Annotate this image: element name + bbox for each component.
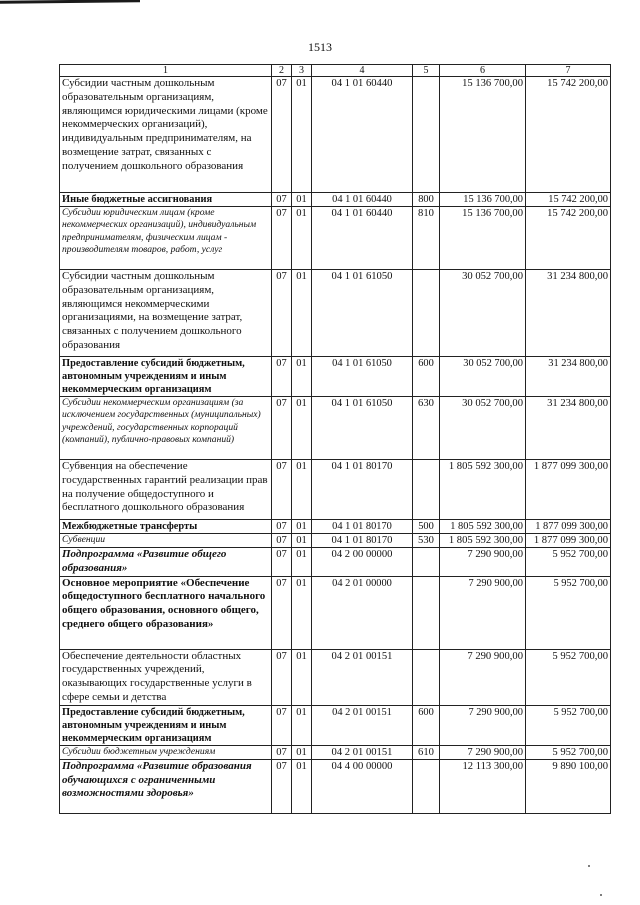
row-amount-2: 15 742 200,00 xyxy=(526,207,611,270)
row-section: 07 xyxy=(272,745,292,759)
scan-speck xyxy=(600,894,602,896)
row-amount-2: 1 877 099 300,00 xyxy=(526,460,611,520)
row-expense-type: 600 xyxy=(413,705,440,745)
row-amount-2: 31 234 800,00 xyxy=(526,270,611,357)
row-expense-type xyxy=(413,460,440,520)
row-target-article: 04 1 01 60440 xyxy=(312,207,413,270)
row-target-article: 04 1 01 80170 xyxy=(312,520,413,534)
row-subsection: 01 xyxy=(292,534,312,548)
row-amount-2: 15 742 200,00 xyxy=(526,77,611,193)
row-amount-2: 1 877 099 300,00 xyxy=(526,520,611,534)
column-header: 5 xyxy=(413,65,440,77)
row-amount-1: 1 805 592 300,00 xyxy=(440,460,526,520)
row-subsection: 01 xyxy=(292,649,312,705)
column-header: 6 xyxy=(440,65,526,77)
row-amount-1: 7 290 900,00 xyxy=(440,576,526,649)
table-row xyxy=(60,705,611,745)
row-name: Основное мероприятие «Обеспечение общедоступного бесплатного начального общего образования, основного общего, среднего общего образования» xyxy=(60,576,272,649)
row-amount-1: 30 052 700,00 xyxy=(440,397,526,460)
row-amount-2: 1 877 099 300,00 xyxy=(526,534,611,548)
table-row xyxy=(60,77,611,193)
row-section: 07 xyxy=(272,193,292,207)
row-section: 07 xyxy=(272,270,292,357)
page-number: 1513 xyxy=(308,40,332,54)
row-target-article: 04 1 01 61050 xyxy=(312,270,413,357)
row-expense-type xyxy=(413,649,440,705)
table-row xyxy=(60,745,611,759)
row-subsection: 01 xyxy=(292,705,312,745)
table-row xyxy=(60,397,611,460)
budget-table xyxy=(59,64,611,814)
row-target-article: 04 1 01 80170 xyxy=(312,534,413,548)
row-name: Субсидии некоммерческим организациям (за исключением государственных (муниципальных) учреждений, государственных корпораций (компаний), публично-правовых компаний) xyxy=(60,397,272,460)
row-amount-2: 31 234 800,00 xyxy=(526,357,611,397)
row-name: Подпрограмма «Развитие общего образования» xyxy=(60,548,272,577)
row-section: 07 xyxy=(272,534,292,548)
row-section: 07 xyxy=(272,548,292,577)
table-row xyxy=(60,548,611,577)
row-section: 07 xyxy=(272,520,292,534)
row-expense-type: 530 xyxy=(413,534,440,548)
row-amount-1: 15 136 700,00 xyxy=(440,77,526,193)
row-target-article: 04 1 01 60440 xyxy=(312,77,413,193)
column-header: 3 xyxy=(292,65,312,77)
row-subsection: 01 xyxy=(292,270,312,357)
row-name: Субвенция на обеспечение государственных гарантий реализации прав на получение общедоступного и бесплатного дошкольного образования xyxy=(60,460,272,520)
row-expense-type: 500 xyxy=(413,520,440,534)
row-amount-2: 5 952 700,00 xyxy=(526,705,611,745)
table-row xyxy=(60,534,611,548)
row-section: 07 xyxy=(272,649,292,705)
table-row xyxy=(60,576,611,649)
row-name: Обеспечение деятельности областных государственных учреждений, оказывающих государственные услуги в сфере семьи и детства xyxy=(60,649,272,705)
row-amount-1: 15 136 700,00 xyxy=(440,207,526,270)
row-expense-type xyxy=(413,576,440,649)
row-expense-type: 600 xyxy=(413,357,440,397)
row-expense-type: 610 xyxy=(413,745,440,759)
column-header: 7 xyxy=(526,65,611,77)
row-amount-1: 12 113 300,00 xyxy=(440,759,526,813)
row-name: Субсидии частным дошкольным образовательным организациям, являющимся юридическими лицами (кроме некоммерческих организаций), индивидуальным предпринимателям, на возмещение затрат, связанных с получением дошкольного образования xyxy=(60,77,272,193)
row-name: Субвенции xyxy=(60,534,272,548)
row-target-article: 04 1 01 80170 xyxy=(312,460,413,520)
table-row xyxy=(60,193,611,207)
row-section: 07 xyxy=(272,207,292,270)
row-target-article: 04 1 01 61050 xyxy=(312,397,413,460)
row-expense-type: 800 xyxy=(413,193,440,207)
row-section: 07 xyxy=(272,77,292,193)
table-row xyxy=(60,520,611,534)
table-header-row xyxy=(60,65,611,77)
table-row xyxy=(60,270,611,357)
row-target-article: 04 4 00 00000 xyxy=(312,759,413,813)
row-section: 07 xyxy=(272,576,292,649)
row-section: 07 xyxy=(272,705,292,745)
row-amount-2: 5 952 700,00 xyxy=(526,745,611,759)
row-amount-1: 15 136 700,00 xyxy=(440,193,526,207)
row-amount-1: 7 290 900,00 xyxy=(440,705,526,745)
row-target-article: 04 2 01 00151 xyxy=(312,705,413,745)
row-amount-1: 1 805 592 300,00 xyxy=(440,520,526,534)
row-amount-2: 9 890 100,00 xyxy=(526,759,611,813)
row-target-article: 04 1 01 60440 xyxy=(312,193,413,207)
row-amount-2: 5 952 700,00 xyxy=(526,576,611,649)
row-amount-1: 7 290 900,00 xyxy=(440,745,526,759)
table-row xyxy=(60,460,611,520)
row-subsection: 01 xyxy=(292,745,312,759)
row-name: Субсидии бюджетным учреждениям xyxy=(60,745,272,759)
table-row xyxy=(60,357,611,397)
column-header: 1 xyxy=(60,65,272,77)
row-amount-1: 7 290 900,00 xyxy=(440,548,526,577)
row-amount-1: 7 290 900,00 xyxy=(440,649,526,705)
row-name: Субсидии юридическим лицам (кроме некоммерческих организаций), индивидуальным предпринимателям, физическим лицам - производителям товаров, работ, услуг xyxy=(60,207,272,270)
row-amount-1: 1 805 592 300,00 xyxy=(440,534,526,548)
row-amount-2: 5 952 700,00 xyxy=(526,649,611,705)
row-subsection: 01 xyxy=(292,759,312,813)
row-target-article: 04 2 01 00151 xyxy=(312,649,413,705)
table-row xyxy=(60,207,611,270)
table-row xyxy=(60,759,611,813)
column-header: 4 xyxy=(312,65,413,77)
row-amount-1: 30 052 700,00 xyxy=(440,270,526,357)
row-target-article: 04 2 01 00151 xyxy=(312,745,413,759)
row-section: 07 xyxy=(272,397,292,460)
row-amount-2: 5 952 700,00 xyxy=(526,548,611,577)
row-name: Иные бюджетные ассигнования xyxy=(60,193,272,207)
row-name: Подпрограмма «Развитие образования обучающихся с ограниченными возможностями здоровья» xyxy=(60,759,272,813)
scan-edge-line xyxy=(0,0,140,4)
row-name: Предоставление субсидий бюджетным, автономным учреждениям и иным некоммерческим организациям xyxy=(60,357,272,397)
row-expense-type xyxy=(413,77,440,193)
scan-speck xyxy=(588,865,590,867)
row-subsection: 01 xyxy=(292,77,312,193)
row-expense-type xyxy=(413,270,440,357)
row-amount-2: 15 742 200,00 xyxy=(526,193,611,207)
table-row xyxy=(60,649,611,705)
row-section: 07 xyxy=(272,759,292,813)
row-name: Предоставление субсидий бюджетным, автономным учреждениям и иным некоммерческим организациям xyxy=(60,705,272,745)
row-section: 07 xyxy=(272,460,292,520)
row-subsection: 01 xyxy=(292,207,312,270)
row-subsection: 01 xyxy=(292,357,312,397)
row-section: 07 xyxy=(272,357,292,397)
row-subsection: 01 xyxy=(292,193,312,207)
row-name: Субсидии частным дошкольным образовательным организациям, являющимся некоммерческими организациями, на возмещение затрат, связанных с получением дошкольного образования xyxy=(60,270,272,357)
row-expense-type xyxy=(413,759,440,813)
row-target-article: 04 1 01 61050 xyxy=(312,357,413,397)
row-subsection: 01 xyxy=(292,520,312,534)
row-target-article: 04 2 00 00000 xyxy=(312,548,413,577)
row-amount-1: 30 052 700,00 xyxy=(440,357,526,397)
row-expense-type: 630 xyxy=(413,397,440,460)
row-target-article: 04 2 01 00000 xyxy=(312,576,413,649)
row-expense-type: 810 xyxy=(413,207,440,270)
row-expense-type xyxy=(413,548,440,577)
row-name: Межбюджетные трансферты xyxy=(60,520,272,534)
row-subsection: 01 xyxy=(292,576,312,649)
row-amount-2: 31 234 800,00 xyxy=(526,397,611,460)
row-subsection: 01 xyxy=(292,460,312,520)
column-header: 2 xyxy=(272,65,292,77)
row-subsection: 01 xyxy=(292,548,312,577)
row-subsection: 01 xyxy=(292,397,312,460)
